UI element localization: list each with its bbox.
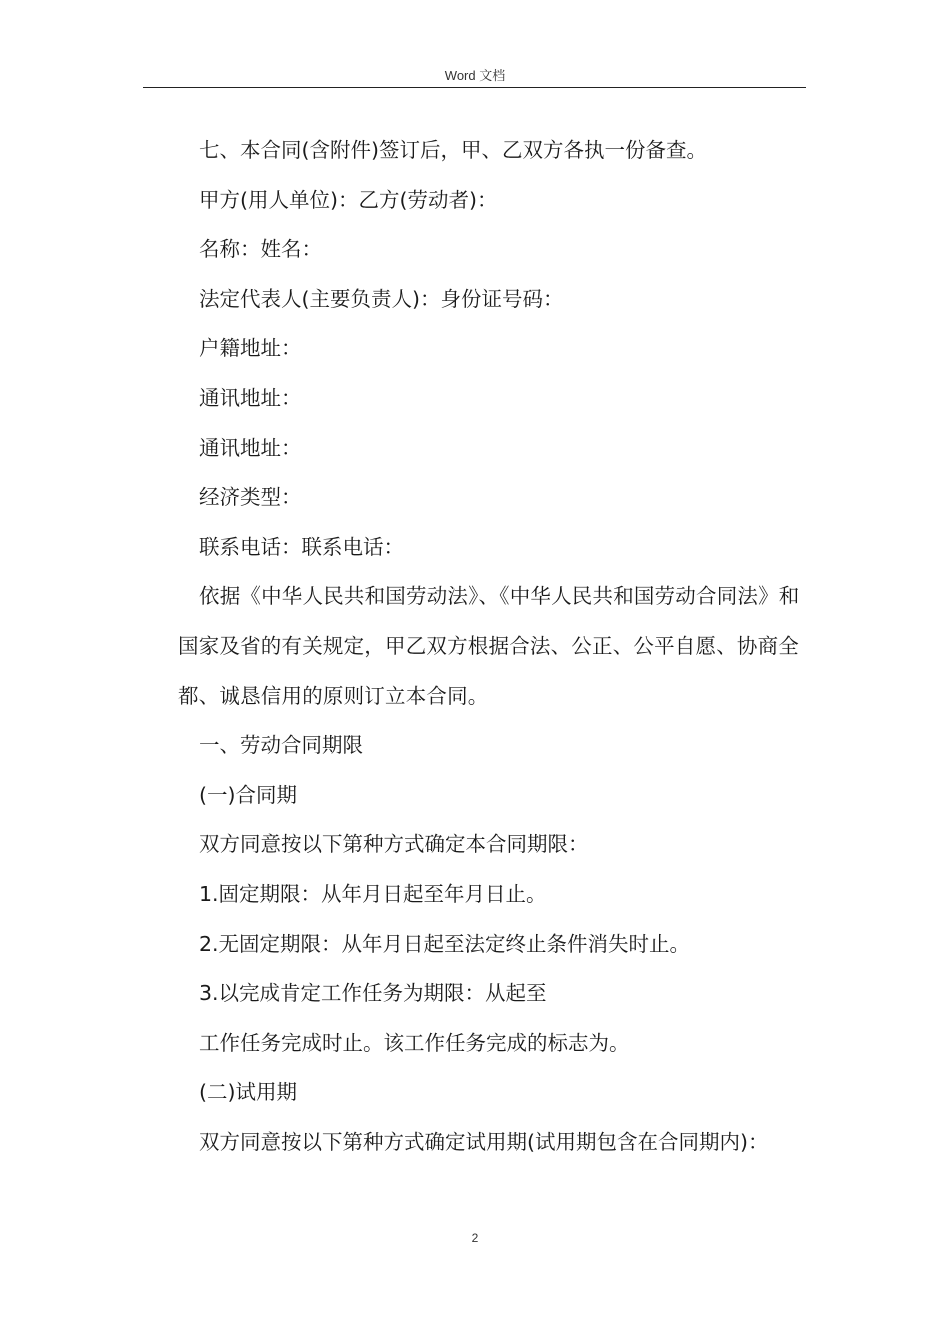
paragraph-task-completion: 工作任务完成时止。该工作任务完成的标志为。 — [199, 1030, 630, 1055]
list-item-task-term: 3.以完成肯定工作任务为期限：从起至 — [199, 981, 547, 1006]
paragraph-legal-basis: 依据《中华人民共和国劳动法》、《中华人民共和国劳动合同法》和国家及省的有关规定，甲乙双方根据合法、公正、公平自愿、协商全都、诚恳信用的原则订立本合同。 — [178, 584, 800, 708]
subsection-heading-probation: (二)试用期 — [199, 1080, 297, 1105]
list-item-open-term: 2.无固定期限：从年月日起至法定终止条件消失时止。 — [199, 931, 691, 956]
paragraph-household-address: 户籍地址： — [199, 336, 302, 361]
paragraph-legal-representative: 法定代表人(主要负责人)：身份证号码： — [199, 286, 564, 311]
paragraph-mailing-address-a: 通讯地址： — [199, 385, 302, 410]
paragraph-clause-seven: 七、本合同(含附件)签订后，甲、乙双方各执一份备查。 — [199, 138, 707, 162]
subsection-heading-contract-period: (一)合同期 — [199, 782, 297, 807]
paragraph-phone: 联系电话：联系电话： — [199, 534, 404, 559]
page-number: 2 — [471, 1231, 479, 1245]
section-heading-contract-term: 一、劳动合同期限 — [199, 733, 363, 758]
document-body — [178, 126, 808, 1167]
paragraph-name: 名称：姓名： — [199, 237, 322, 262]
paragraph-term-method: 双方同意按以下第种方式确定本合同期限： — [199, 832, 589, 857]
paragraph-mailing-address-b: 通讯地址： — [199, 435, 302, 460]
paragraph-parties: 甲方(用人单位)：乙方(劳动者)： — [199, 187, 498, 212]
paragraph-probation-method: 双方同意按以下第种方式确定试用期(试用期包含在合同期内)： — [199, 1129, 769, 1154]
header-divider — [143, 87, 806, 88]
list-item-fixed-term: 1.固定期限：从年月日起至年月日止。 — [199, 881, 547, 906]
page-header-title: Word 文档 — [444, 68, 506, 83]
paragraph-economic-type: 经济类型： — [199, 485, 302, 510]
